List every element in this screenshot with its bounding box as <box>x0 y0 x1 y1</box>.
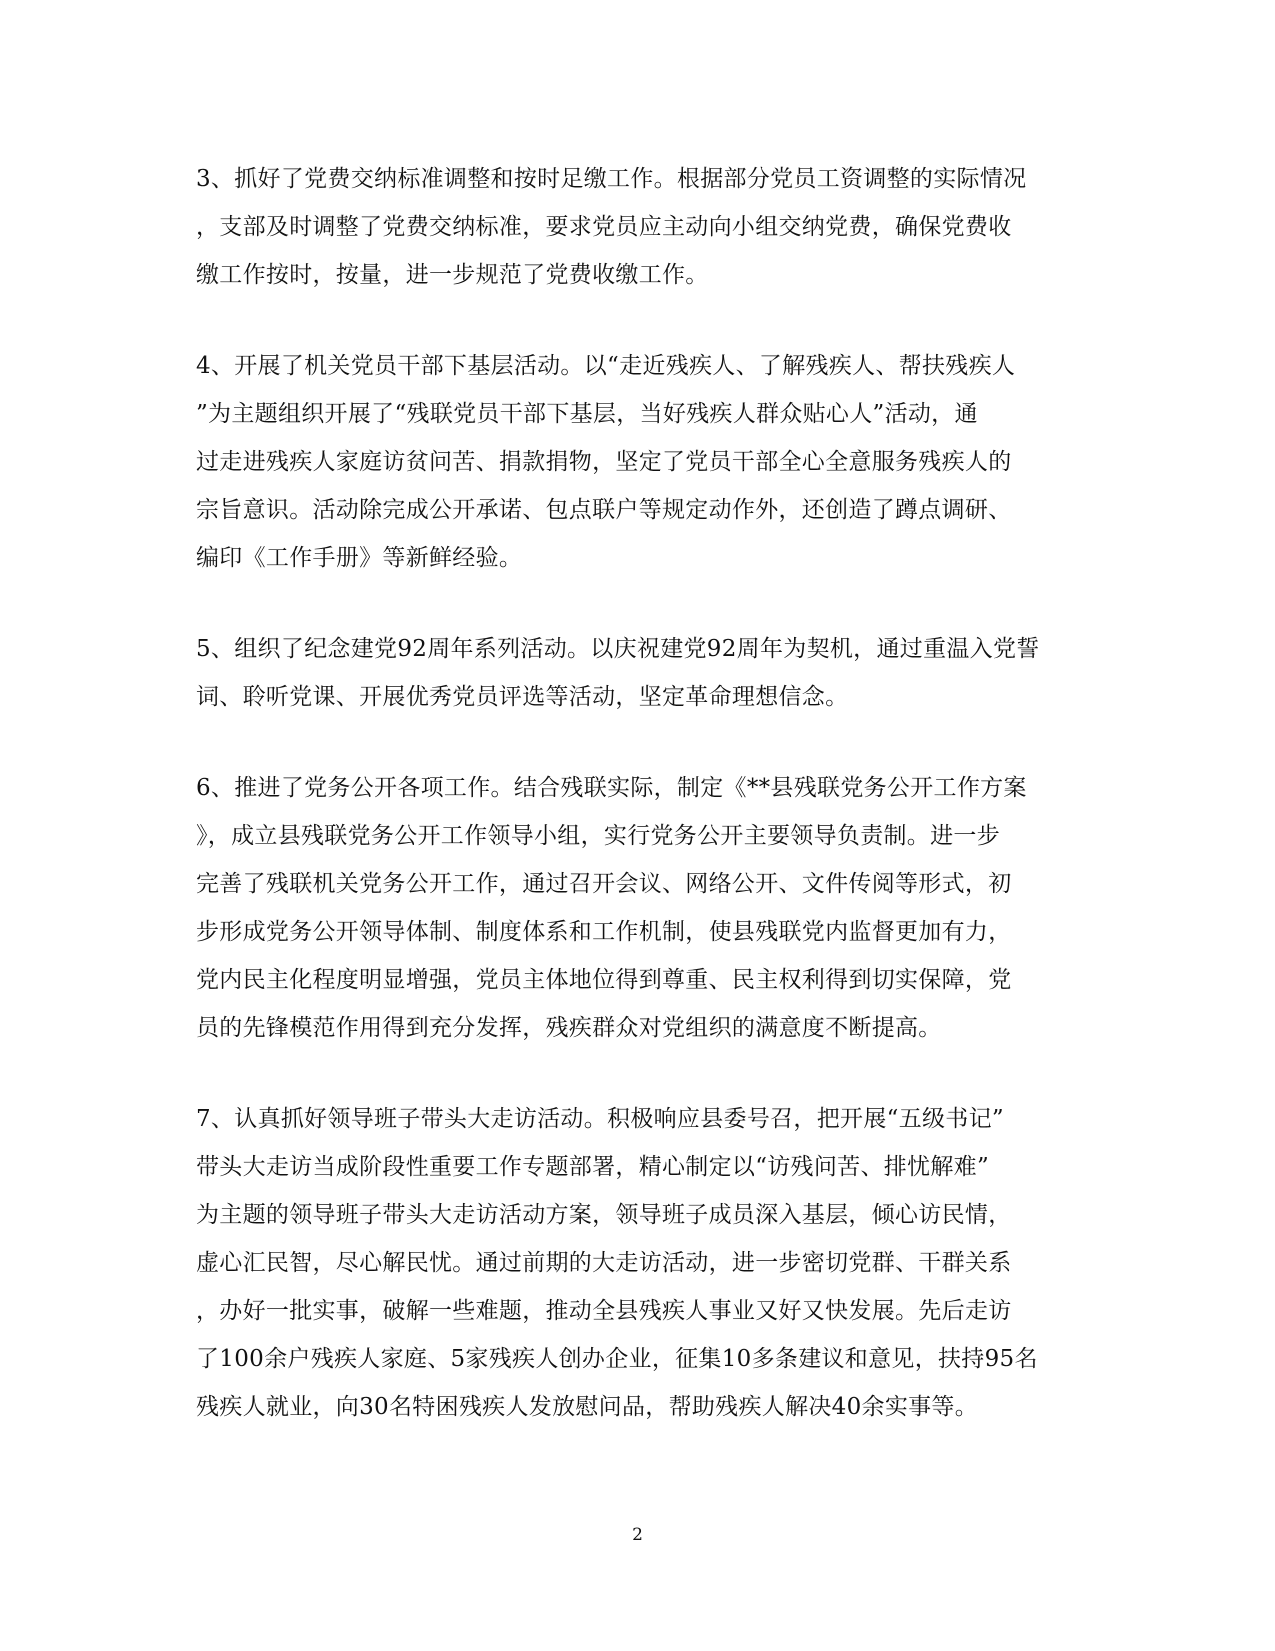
paragraph-line: 党内民主化程度明显增强，党员主体地位得到尊重、民主权利得到切实保障，党 <box>196 967 1012 993</box>
paragraph-line: 了100余户残疾人家庭、5家残疾人创办企业，征集10多条建议和意见，扶持95名 <box>196 1346 1038 1372</box>
paragraph-line: 词、聆听党课、开展优秀党员评选等活动，坚定革命理想信念。 <box>196 684 849 710</box>
paragraph-line: 带头大走访当成阶段性重要工作专题部署，精心制定以“访残问苦、排忧解难” <box>196 1154 990 1180</box>
paragraph-line: ，办好一批实事，破解一些难题，推动全县残疾人事业又好又快发展。先后走访 <box>196 1298 1012 1324</box>
paragraph-line: 3、抓好了党费交纳标准调整和按时足缴工作。根据部分党员工资调整的实际情况 <box>196 166 1027 192</box>
paragraph-line: 缴工作按时，按量，进一步规范了党费收缴工作。 <box>196 262 709 288</box>
paragraph-item-5 <box>196 625 1076 721</box>
paragraph-line: ，支部及时调整了党费交纳标准，要求党员应主动向小组交纳党费，确保党费收 <box>196 214 1012 240</box>
paragraph-line: 员的先锋模范作用得到充分发挥，残疾群众对党组织的满意度不断提高。 <box>196 1015 942 1041</box>
paragraph-line: 完善了残联机关党务公开工作，通过召开会议、网络公开、文件传阅等形式，初 <box>196 871 1012 897</box>
paragraph-line: 6、推进了党务公开各项工作。结合残联实际，制定《**县残联党务公开工作方案 <box>196 775 1027 801</box>
paragraph-line: 7、认真抓好领导班子带头大走访活动。积极响应县委号召，把开展“五级书记” <box>196 1106 1004 1132</box>
paragraph-line: 过走进残疾人家庭访贫问苦、捐款捐物，坚定了党员干部全心全意服务残疾人的 <box>196 449 1012 475</box>
paragraph-line: 残疾人就业，向30名特困残疾人发放慰问品，帮助残疾人解决40余实事等。 <box>196 1394 979 1420</box>
paragraph-line: 虚心汇民智，尽心解民忧。通过前期的大走访活动，进一步密切党群、干群关系 <box>196 1250 1012 1276</box>
paragraph-item-6 <box>196 764 1076 1052</box>
paragraph-item-7 <box>196 1095 1076 1431</box>
page-number: 2 <box>632 1525 643 1545</box>
paragraph-line: 步形成党务公开领导体制、制度体系和工作机制，使县残联党内监督更加有力， <box>196 919 1012 945</box>
paragraph-item-4 <box>196 342 1076 582</box>
document-body <box>196 155 1076 1474</box>
paragraph-line: 宗旨意识。活动除完成公开承诺、包点联户等规定动作外，还创造了蹲点调研、 <box>196 497 1012 523</box>
paragraph-item-3 <box>196 155 1076 299</box>
paragraph-line: 》，成立县残联党务公开工作领导小组，实行党务公开主要领导负责制。进一步 <box>196 823 1000 849</box>
paragraph-line: 编印《工作手册》等新鲜经验。 <box>196 545 523 571</box>
paragraph-line: 5、组织了纪念建党92周年系列活动。以庆祝建党92周年为契机，通过重温入党誓 <box>196 636 1040 662</box>
paragraph-line: ”为主题组织开展了“残联党员干部下基层，当好残疾人群众贴心人”活动，通 <box>196 401 978 427</box>
paragraph-line: 4、开展了机关党员干部下基层活动。以“走近残疾人、了解残疾人、帮扶残疾人 <box>196 353 1016 379</box>
paragraph-line: 为主题的领导班子带头大走访活动方案，领导班子成员深入基层，倾心访民情， <box>196 1202 1012 1228</box>
